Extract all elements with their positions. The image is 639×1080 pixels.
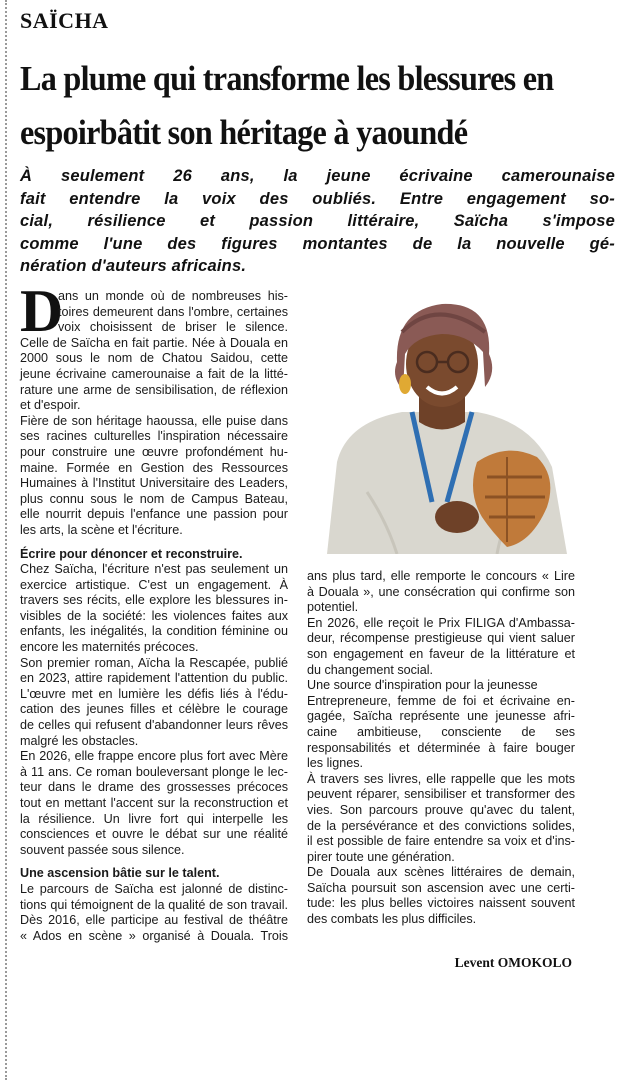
lede-line: nération d'auteurs africains.	[20, 257, 247, 275]
body-line: maine. Formée en Gestion des Ressources	[20, 460, 288, 475]
body-line: toires demeurent dans l'ombre, certaines	[58, 304, 288, 319]
body-line: Son premier roman, Aïcha la Rescapée, publié	[20, 655, 288, 670]
subheading: Une ascension bâtie sur le talent.	[20, 866, 220, 881]
body-line: cation des jeunes filles et célèbre le courage	[20, 702, 288, 717]
body-line: En 2026, elle frappe encore plus fort avec Mère	[20, 749, 288, 764]
body-line: la résilience. Un livre fort qui interpelle les	[20, 811, 288, 826]
lede-line: À seulement 26 ans, la jeune écrivaine camerounaise	[20, 167, 615, 185]
body-line: exercice artistique. C'est un engagement. À	[20, 577, 288, 592]
body-line: tout en mettant l'accent sur la reconstruction et	[20, 796, 288, 810]
body-line: « Ados en scène » organisé à Douala. Trois	[20, 928, 288, 943]
body-line: à Douala », une consécration qui confirme son	[307, 584, 575, 599]
body-line: Une source d'inspiration pour la jeunesse	[307, 678, 538, 693]
body-line: consciences et ouvre le débat sur une réalité	[20, 827, 288, 842]
body-line: travers ses récits, elle explore les blessures in-	[20, 593, 288, 608]
body-line: visibles de la société: les violences faites aux	[20, 608, 288, 623]
section-label: SAÏCHA	[20, 8, 109, 33]
body-line: Fière de son héritage haoussa, elle puise dans	[20, 413, 288, 428]
body-line: peuvent réparer, sensibiliser et transformer des	[307, 787, 575, 802]
body-line: pour construire une œuvre profondément hu-	[20, 444, 288, 459]
body-line: malgré les obstacles.	[20, 733, 139, 748]
body-line: tions qui témoignent de la qualité de son travail.	[20, 897, 288, 912]
body-line: De Douala aux scènes littéraires de demain,	[307, 865, 575, 880]
body-line: Dès 2016, elle participe au festival de théâtre	[20, 913, 288, 928]
lede-line: fait entendre la voix des oubliés. Entre engagement so-	[20, 189, 615, 208]
body-line: Humaines à l'Institut Universitaire des Leaders,	[20, 476, 288, 491]
byline: Levent OMOKOLO	[454, 955, 572, 970]
body-line: de la persévérance et des convictions solides,	[307, 818, 575, 833]
body-line: pirer toute une génération.	[307, 849, 455, 864]
body-line: ans plus tard, elle remporte le concours « Lire	[307, 569, 575, 583]
left-column	[20, 278, 288, 944]
body-line: responsabilités et déterminée à faire bouger	[307, 740, 575, 755]
lede-line: cial, résilience et passion littéraire, Saïcha s'impose	[20, 212, 615, 230]
lede-line: comme l'une des figures montantes de la nouvelle gé-	[20, 234, 615, 253]
body-line: ses racines culturelles l'inspiration nécessaire	[20, 429, 288, 444]
author-portrait	[307, 292, 575, 554]
right-column	[307, 569, 575, 928]
body-line: 2000 sous le nom de Chatou Saidou, cette	[20, 351, 288, 366]
headline-line: La plume qui transforme les blessures en	[20, 59, 554, 98]
author-photo	[307, 292, 575, 554]
body-line: L'œuvre met en lumière les défis liés à l'édu-	[20, 686, 288, 701]
headline	[20, 52, 572, 160]
body-line: Celle de Saïcha en fait partie. Née à Douala en	[20, 335, 288, 350]
body-line: Chez Saïcha, l'écriture n'est pas seulement un	[20, 562, 288, 577]
body-line: plus connu sous le nom de Campus Bateau,	[20, 491, 288, 506]
body-line: Saïcha poursuit son ascension avec une certi-	[307, 880, 575, 895]
body-line: les arts, la scène et l'écriture.	[20, 522, 183, 537]
body-line: et d'espoir.	[20, 398, 81, 413]
body-line: son engagement en faveur de la littérature et	[307, 646, 575, 661]
body-line: les lignes.	[307, 756, 364, 771]
body-line: souvent passée sous silence.	[20, 842, 185, 857]
body-line: enfants, les inégalités, la condition féminine ou	[20, 624, 288, 639]
drop-cap: D	[20, 278, 64, 344]
body-line: voix choisissent de briser le silence.	[58, 320, 288, 335]
body-line: rature une arme de sensibilisation, de réflexion	[20, 382, 288, 397]
body-line: elle nourrit depuis l'enfance une passion pour	[20, 507, 288, 522]
body-line: Entrepreneure, femme de foi et écrivaine en-	[307, 693, 575, 708]
body-line: vies. Son parcours prouve qu'avec du talent,	[307, 802, 575, 817]
body-line: il est possible de faire entendre sa voix et d'ins-	[307, 834, 575, 849]
body-line: à 11 ans. Ce roman bouleversant plonge le lec-	[20, 764, 288, 779]
body-line: teur dans le drame des grossesses précoces	[20, 780, 288, 795]
body-line: des combats les plus difficiles.	[307, 912, 477, 927]
body-line: ans un monde où de nombreuses his-	[58, 289, 288, 303]
body-line: jeune écrivaine camerounaise a fait de la litté-	[20, 366, 288, 381]
body-line: En 2026, elle reçoit le Prix FILIGA d'Ambassa-	[307, 615, 575, 630]
body-line: du changement social.	[307, 662, 434, 677]
body-line: de celles qui refusent d'abandonner leurs rêves	[20, 718, 288, 733]
body-line: deur, récompense prestigieuse qui vient saluer	[307, 631, 575, 646]
body-line: À travers ses livres, elle rappelle que les mots	[307, 771, 575, 786]
headline-line: espoirbâtit son héritage à yaoundé	[20, 113, 468, 152]
body-line: potentiel.	[307, 600, 359, 615]
body-line: en 2023, attire rapidement l'attention du public.	[20, 671, 288, 686]
body-line: tude: les plus belles victoires naissent souvent	[307, 896, 575, 911]
body-line: encore les maternités précoces.	[20, 640, 199, 655]
lede	[20, 165, 615, 278]
body-line: caine ambitieuse, consciente de ses	[307, 724, 575, 739]
body-line: Le parcours de Saïcha est jalonné de distinc-	[20, 881, 288, 896]
column-divider	[5, 0, 7, 1080]
body-line: gagée, Saïcha représente une jeunesse afri-	[307, 709, 575, 724]
subheading: Écrire pour dénoncer et reconstruire.	[20, 546, 243, 561]
